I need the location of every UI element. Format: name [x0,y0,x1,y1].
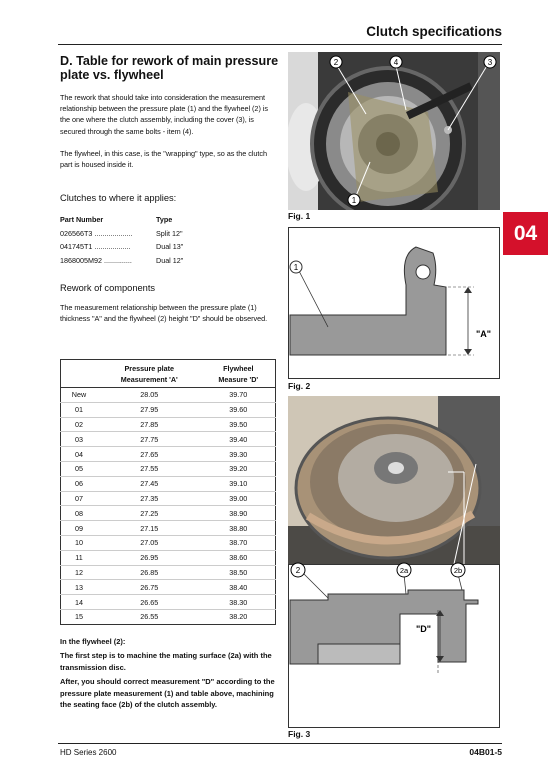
fig2-caption: Fig. 2 [288,381,311,391]
flywheel-note-paragraph-2: After, you should correct measurement "D" according to the pressure plate measurement (1) and table above, machining the seating face (2b) of the clutch assembly. [60,677,275,709]
fig3-flywheel-photo [288,396,500,564]
header-line: Measure 'D' [218,375,259,384]
row-label: 14 [61,595,98,610]
table-row [61,580,276,595]
header-line: Pressure plate [124,364,175,373]
row-label: 09 [61,521,98,536]
type-header: Type [156,215,173,224]
measure-d: 38.50 [202,565,276,580]
footer-rule [58,743,502,744]
table-row [61,476,276,491]
header-rule [58,44,502,45]
measure-d: 39.00 [202,491,276,506]
measurement-a: 27.05 [97,535,202,550]
callout-label: 1 [351,196,357,205]
measure-d: 38.80 [202,521,276,536]
row-label: 03 [61,432,98,447]
row-label: New [61,388,98,403]
table-row [61,447,276,462]
measurement-a: 27.95 [97,402,202,417]
row-label: 12 [61,565,98,580]
fig3-caption: Fig. 3 [288,729,311,739]
table-row [61,388,276,403]
intro-paragraph-2: The flywheel, in this case, is the "wrapping" type, so as the clutch part is housed inside it. [60,149,268,170]
callout-label: 2b [453,566,463,575]
pressure-plate-header [97,360,202,388]
callout-4 [390,56,402,68]
measurement-a: 27.65 [97,447,202,462]
part-number: 026566T3 ................... [60,228,133,238]
measurement-a: 26.55 [97,609,202,624]
part-number: 1868005M92 .............. [60,255,132,265]
table-row [61,550,276,565]
measure-d: 38.70 [202,535,276,550]
callout-label: 2 [333,58,339,67]
row-label: 13 [61,580,98,595]
fig3-callouts [288,560,500,584]
table-row [61,402,276,417]
clutch-parts-list [60,213,183,267]
table-row [61,417,276,432]
measure-d: 38.60 [202,550,276,565]
header-line: Measurement 'A' [120,375,178,384]
table-row [61,432,276,447]
measure-d: 39.70 [202,388,276,403]
callout-2 [330,56,342,68]
measurement-a: 28.05 [97,388,202,403]
table-row [61,506,276,521]
footer-series: HD Series 2600 [60,748,117,757]
intro-paragraph-1: The rework that should take into consideration the measurement relationship between the pressure plate (1) and the flywheel (2) is the one where the clutch assembly, including the cover (3), is secured through the same bolts - item (4). [60,93,268,136]
callout-label: 4 [393,58,399,67]
table-corner-header [61,360,98,388]
table-row [61,565,276,580]
measurement-table [60,359,276,625]
measurement-a: 27.55 [97,461,202,476]
measurement-a: 26.95 [97,550,202,565]
measurement-a: 27.85 [97,417,202,432]
callout-2b [451,563,465,577]
callout-2 [291,563,305,577]
measurement-a: 27.25 [97,506,202,521]
measurement-a: 27.45 [97,476,202,491]
measure-d: 39.40 [202,432,276,447]
page-header-title: Clutch specifications [366,24,502,39]
clutch-type: Split 12" [156,228,183,238]
measurement-a: 27.15 [97,521,202,536]
list-item [60,240,183,254]
fig1-callouts [288,52,500,210]
measure-d: 38.20 [202,609,276,624]
rework-paragraph: The measurement relationship between the pressure plate (1) thickness "A" and the flywheel (2) height "D" should be observed. [60,303,268,324]
measure-d: 38.90 [202,506,276,521]
table-row [61,595,276,610]
callout-1 [348,194,360,206]
part-number-header: Part Number [60,215,104,224]
measure-d: 38.30 [202,595,276,610]
clutch-type: Dual 12" [156,255,184,265]
fig2-pressure-plate-drawing [288,227,500,379]
list-item [60,254,183,268]
measure-d: 38.40 [202,580,276,595]
measurement-a: 27.35 [97,491,202,506]
measurement-a: 26.65 [97,595,202,610]
row-label: 11 [61,550,98,565]
measurement-a: 26.85 [97,565,202,580]
measure-d: 39.20 [202,461,276,476]
table-row [61,461,276,476]
fig1-caption: Fig. 1 [288,211,311,221]
measurement-a: 26.75 [97,580,202,595]
callout-label: 3 [487,58,493,67]
row-label: 01 [61,402,98,417]
table-row [61,535,276,550]
table-row [61,491,276,506]
dimension-d-label: "D" [416,624,432,634]
header-line: Flywheel [223,364,254,373]
row-label: 05 [61,461,98,476]
flywheel-note-paragraph-1: The first step is to machine the mating surface (2a) with the transmission disc. [60,651,272,672]
measurement-a: 27.75 [97,432,202,447]
measure-d: 39.60 [202,402,276,417]
table-row [61,521,276,536]
flywheel-header [202,360,276,388]
row-label: 06 [61,476,98,491]
table-row [61,609,276,624]
part-number: 041745T1 .................. [60,242,131,251]
section-title: D. Table for rework of main pressure plate vs. flywheel [60,54,279,82]
measure-d: 39.50 [202,417,276,432]
clutch-type: Dual 13" [156,242,184,251]
callout-label: 2a [399,566,409,575]
callout-label: 1 [293,263,299,272]
measure-d: 39.30 [202,447,276,462]
fig3-flywheel-section-drawing [288,564,500,728]
row-label: 02 [61,417,98,432]
row-label: 10 [61,535,98,550]
list-item [60,227,183,241]
row-label: 07 [61,491,98,506]
clutches-heading: Clutches to where it applies: [60,193,177,203]
row-label: 08 [61,506,98,521]
dimension-a-label: "A" [476,329,492,339]
footer-page-number: 04B01-5 [469,747,502,757]
measure-d: 39.10 [202,476,276,491]
row-label: 04 [61,447,98,462]
row-label: 15 [61,609,98,624]
callout-2a [397,563,411,577]
chapter-tab: 04 [503,212,548,255]
flywheel-note-heading: In the flywheel (2): [60,637,126,646]
callout-3 [484,56,496,68]
callout-label: 2 [295,566,301,575]
rework-heading: Rework of components [60,283,156,293]
